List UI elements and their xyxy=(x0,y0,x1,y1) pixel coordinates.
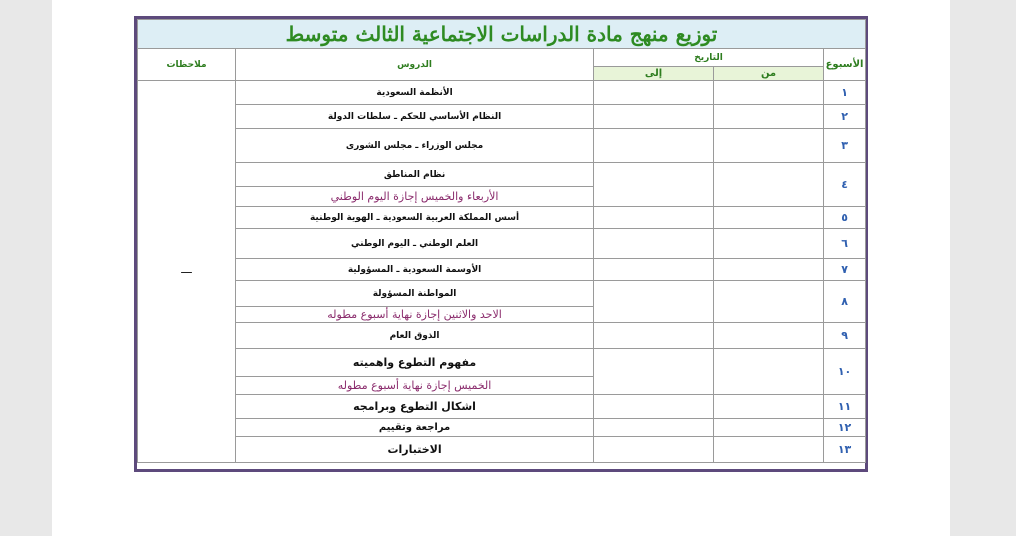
header-date: التاريخ xyxy=(594,49,824,67)
week-number: ٩ xyxy=(824,323,866,349)
document-page xyxy=(52,0,950,536)
table-row xyxy=(138,259,866,281)
date-to-cell[interactable] xyxy=(594,229,714,259)
lesson-cell: الأوسمة السعودية ـ المسؤولية xyxy=(236,259,594,281)
table-row xyxy=(138,129,866,163)
table-title: توزيع منهج مادة الدراسات الاجتماعية الثالث متوسط xyxy=(138,20,866,49)
notes-cell: — xyxy=(138,81,236,463)
date-to-cell[interactable] xyxy=(594,163,714,207)
date-to-cell[interactable] xyxy=(594,437,714,463)
date-to-cell[interactable] xyxy=(594,207,714,229)
week-number: ١٣ xyxy=(824,437,866,463)
lesson-cell: المواطنة المسؤولة xyxy=(236,281,594,307)
date-from-cell[interactable] xyxy=(714,129,824,163)
date-from-cell[interactable] xyxy=(714,419,824,437)
lesson-cell: الأنظمة السعودية xyxy=(236,81,594,105)
week-number: ٦ xyxy=(824,229,866,259)
lesson-cell: الاختبارات xyxy=(236,437,594,463)
date-to-cell[interactable] xyxy=(594,281,714,323)
holiday-note: الأربعاء والخميس إجازة اليوم الوطني xyxy=(236,187,594,207)
week-number: ١٠ xyxy=(824,349,866,395)
holiday-note: الاحد والاثنين إجازة نهاية أسبوع مطوله xyxy=(236,307,594,323)
date-from-cell[interactable] xyxy=(714,323,824,349)
header-lessons: الدروس xyxy=(236,49,594,81)
lesson-cell: العلم الوطني ـ اليوم الوطني xyxy=(236,229,594,259)
lesson-cell: نظام المناطق xyxy=(236,163,594,187)
date-to-cell[interactable] xyxy=(594,419,714,437)
table-row xyxy=(138,395,866,419)
date-from-cell[interactable] xyxy=(714,229,824,259)
date-from-cell[interactable] xyxy=(714,81,824,105)
date-from-cell[interactable] xyxy=(714,259,824,281)
date-from-cell[interactable] xyxy=(714,395,824,419)
header-notes: ملاحظات xyxy=(138,49,236,81)
lesson-cell: النظام الأساسي للحكم ـ سلطات الدولة xyxy=(236,105,594,129)
table-row xyxy=(138,281,866,307)
holiday-note: الخميس إجازة نهاية أسبوع مطوله xyxy=(236,377,594,395)
table-row xyxy=(138,349,866,377)
week-number: ٥ xyxy=(824,207,866,229)
week-number: ٨ xyxy=(824,281,866,323)
lesson-cell: الذوق العام xyxy=(236,323,594,349)
header-week: الأسبوع xyxy=(824,49,866,81)
lesson-cell: اشكال التطوع وبرامجه xyxy=(236,395,594,419)
date-to-cell[interactable] xyxy=(594,81,714,105)
date-to-cell[interactable] xyxy=(594,323,714,349)
lesson-cell: مراجعة وتقييم xyxy=(236,419,594,437)
lesson-cell: أسس المملكة العربية السعودية ـ الهوية الوطنية xyxy=(236,207,594,229)
table-row xyxy=(138,437,866,463)
lesson-cell: مفهوم التطوع واهميته xyxy=(236,349,594,377)
lesson-cell: مجلس الوزراء ـ مجلس الشورى xyxy=(236,129,594,163)
table-row xyxy=(138,323,866,349)
table-row xyxy=(138,419,866,437)
date-to-cell[interactable] xyxy=(594,129,714,163)
date-to-cell[interactable] xyxy=(594,395,714,419)
week-number: ٤ xyxy=(824,163,866,207)
date-from-cell[interactable] xyxy=(714,281,824,323)
date-from-cell[interactable] xyxy=(714,349,824,395)
date-from-cell[interactable] xyxy=(714,437,824,463)
date-to-cell[interactable] xyxy=(594,349,714,395)
week-number: ٣ xyxy=(824,129,866,163)
curriculum-table xyxy=(137,19,866,463)
table-row xyxy=(138,163,866,187)
header-from: من xyxy=(714,67,824,81)
table-row xyxy=(138,81,866,105)
week-number: ١٢ xyxy=(824,419,866,437)
date-to-cell[interactable] xyxy=(594,259,714,281)
date-to-cell[interactable] xyxy=(594,105,714,129)
header-to: إلى xyxy=(594,67,714,81)
table-row xyxy=(138,207,866,229)
week-number: ١١ xyxy=(824,395,866,419)
table-row xyxy=(138,229,866,259)
date-from-cell[interactable] xyxy=(714,105,824,129)
week-number: ١ xyxy=(824,81,866,105)
table-row xyxy=(138,105,866,129)
week-number: ٧ xyxy=(824,259,866,281)
week-number: ٢ xyxy=(824,105,866,129)
date-from-cell[interactable] xyxy=(714,163,824,207)
curriculum-frame xyxy=(134,16,868,472)
date-from-cell[interactable] xyxy=(714,207,824,229)
